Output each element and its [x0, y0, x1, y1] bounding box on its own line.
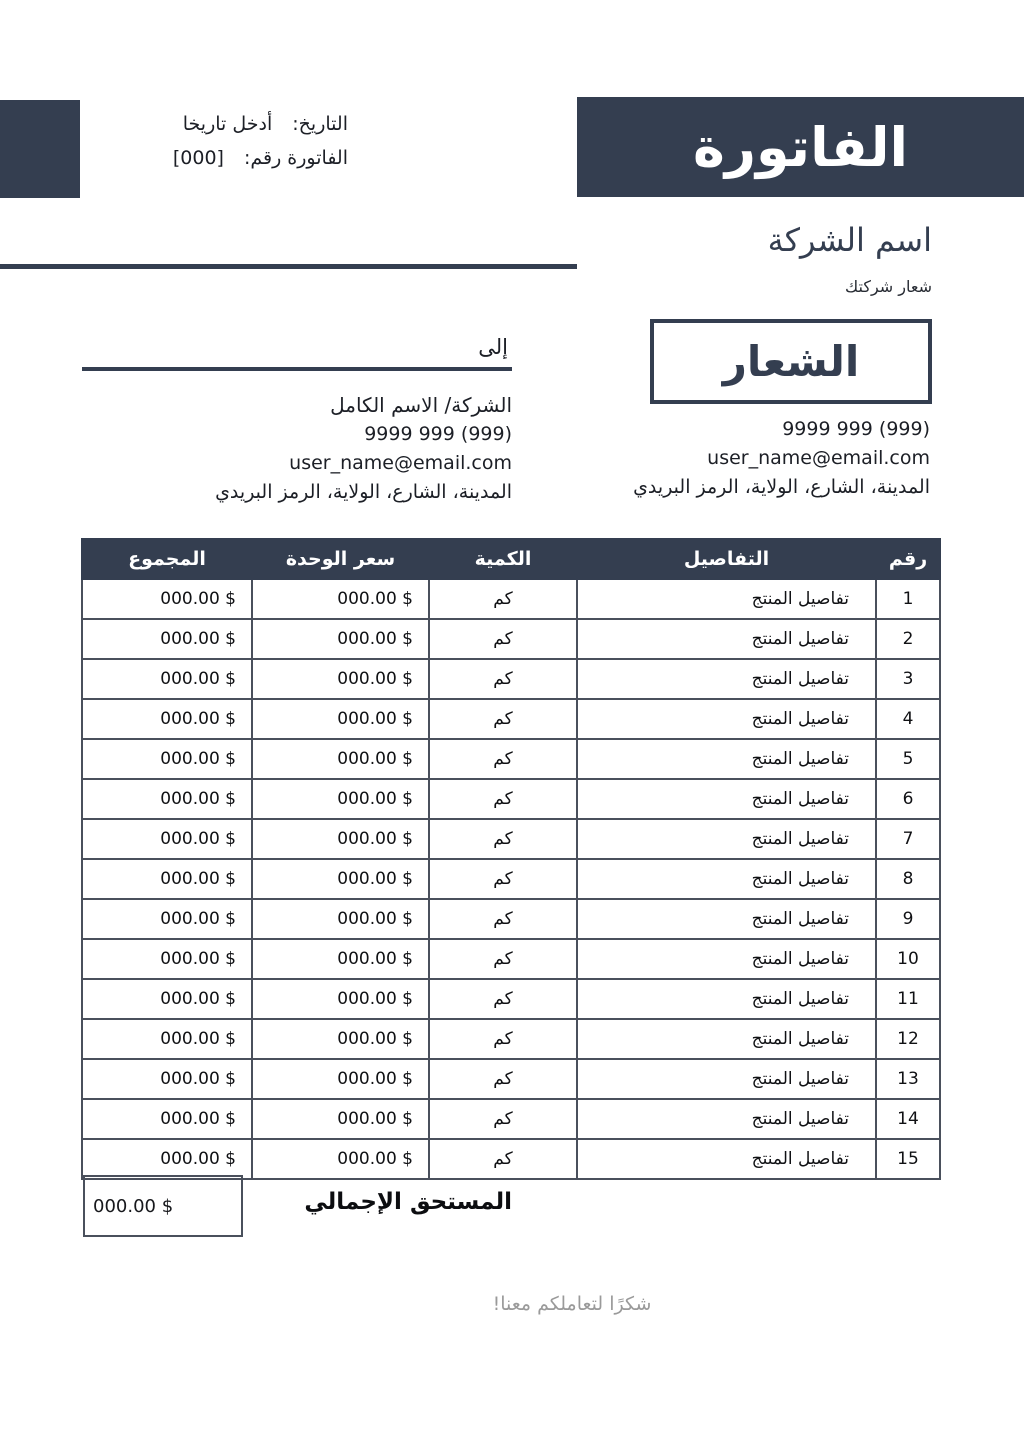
date-label: التاريخ: — [292, 113, 348, 135]
item-total-cell[interactable]: $ 000.00 — [82, 619, 252, 659]
table-row — [82, 779, 940, 819]
item-details-cell[interactable]: تفاصيل المنتج — [577, 1139, 876, 1179]
item-unit-price-cell[interactable]: $ 000.00 — [252, 739, 429, 779]
item-number-cell: 4 — [876, 699, 940, 739]
invoice-title: الفاتورة — [692, 115, 909, 179]
bill-to-address[interactable]: المدينة، الشارع، الولاية، الرمز البريدي — [215, 481, 512, 503]
date-row — [173, 107, 348, 141]
bill-to-label: إلى — [478, 335, 508, 359]
bill-to-email[interactable]: user_name@email.com — [289, 452, 512, 474]
item-details-cell[interactable]: تفاصيل المنتج — [577, 579, 876, 619]
item-quantity-cell[interactable]: كم — [429, 1139, 577, 1179]
company-email: user_name@email.com — [707, 447, 930, 469]
table-row — [82, 1139, 940, 1179]
company-phone: (999) 999 9999 — [782, 418, 930, 440]
table-row — [82, 619, 940, 659]
grand-total-label: المستحق الإجمالي — [304, 1189, 512, 1215]
item-unit-price-cell[interactable]: $ 000.00 — [252, 859, 429, 899]
item-unit-price-cell[interactable]: $ 000.00 — [252, 779, 429, 819]
item-quantity-cell[interactable]: كم — [429, 859, 577, 899]
item-number-cell: 7 — [876, 819, 940, 859]
bill-to-name[interactable]: الشركة/ الاسم الكامل — [330, 393, 512, 417]
corner-accent-block — [0, 100, 80, 198]
items-table — [81, 538, 941, 1180]
invoice-meta — [173, 107, 348, 175]
item-details-cell[interactable]: تفاصيل المنتج — [577, 779, 876, 819]
item-total-cell[interactable]: $ 000.00 — [82, 1059, 252, 1099]
invoice-title-banner — [577, 97, 1024, 197]
bill-to-block — [215, 391, 512, 507]
item-total-cell[interactable]: $ 000.00 — [82, 939, 252, 979]
item-unit-price-cell[interactable]: $ 000.00 — [252, 979, 429, 1019]
item-number-cell: 12 — [876, 1019, 940, 1059]
table-row — [82, 979, 940, 1019]
item-unit-price-cell[interactable]: $ 000.00 — [252, 1019, 429, 1059]
item-quantity-cell[interactable]: كم — [429, 939, 577, 979]
header-total: المجموع — [82, 539, 252, 579]
thank-you-note: شكرًا لتعاملكم معنا! — [492, 1293, 652, 1315]
item-number-cell: 11 — [876, 979, 940, 1019]
item-quantity-cell[interactable]: كم — [429, 699, 577, 739]
item-quantity-cell[interactable]: كم — [429, 1059, 577, 1099]
item-total-cell[interactable]: $ 000.00 — [82, 819, 252, 859]
logo-placeholder-box[interactable] — [650, 319, 932, 404]
invoice-number-field[interactable]: [000] — [172, 147, 224, 169]
item-quantity-cell[interactable]: كم — [429, 899, 577, 939]
header-unit-price: سعر الوحدة — [252, 539, 429, 579]
item-total-cell[interactable]: $ 000.00 — [82, 1099, 252, 1139]
logo-placeholder-text: الشعار — [722, 337, 860, 386]
table-row — [82, 859, 940, 899]
item-details-cell[interactable]: تفاصيل المنتج — [577, 1019, 876, 1059]
item-number-cell: 13 — [876, 1059, 940, 1099]
item-unit-price-cell[interactable]: $ 000.00 — [252, 1059, 429, 1099]
item-unit-price-cell[interactable]: $ 000.00 — [252, 659, 429, 699]
item-number-cell: 5 — [876, 739, 940, 779]
table-row — [82, 739, 940, 779]
header-quantity: الكمية — [429, 539, 577, 579]
item-unit-price-cell[interactable]: $ 000.00 — [252, 899, 429, 939]
item-number-cell: 8 — [876, 859, 940, 899]
item-total-cell[interactable]: $ 000.00 — [82, 979, 252, 1019]
item-quantity-cell[interactable]: كم — [429, 619, 577, 659]
invoice-number-row — [173, 141, 348, 175]
company-contact-block — [633, 415, 930, 502]
item-details-cell[interactable]: تفاصيل المنتج — [577, 939, 876, 979]
item-quantity-cell[interactable]: كم — [429, 779, 577, 819]
item-total-cell[interactable]: $ 000.00 — [82, 699, 252, 739]
table-row — [82, 1059, 940, 1099]
item-number-cell: 10 — [876, 939, 940, 979]
item-quantity-cell[interactable]: كم — [429, 979, 577, 1019]
item-quantity-cell[interactable]: كم — [429, 1019, 577, 1059]
bill-to-rule — [82, 367, 512, 371]
date-value-field[interactable]: أدخل تاريخا — [182, 113, 273, 135]
item-details-cell[interactable]: تفاصيل المنتج — [577, 859, 876, 899]
item-number-cell: 1 — [876, 579, 940, 619]
header-number: رقم — [876, 539, 940, 579]
item-unit-price-cell[interactable]: $ 000.00 — [252, 579, 429, 619]
item-number-cell: 6 — [876, 779, 940, 819]
company-name-rule — [0, 264, 577, 269]
item-unit-price-cell[interactable]: $ 000.00 — [252, 1099, 429, 1139]
item-total-cell[interactable]: $ 000.00 — [82, 739, 252, 779]
item-unit-price-cell[interactable]: $ 000.00 — [252, 619, 429, 659]
table-row — [82, 1099, 940, 1139]
item-total-cell[interactable]: $ 000.00 — [82, 779, 252, 819]
item-number-cell: 15 — [876, 1139, 940, 1179]
grand-total-value[interactable]: $ 000.00 — [93, 1195, 174, 1217]
item-details-cell[interactable]: تفاصيل المنتج — [577, 619, 876, 659]
company-name: اسم الشركة — [767, 221, 932, 259]
item-total-cell[interactable]: $ 000.00 — [82, 899, 252, 939]
table-row — [82, 819, 940, 859]
item-quantity-cell[interactable]: كم — [429, 819, 577, 859]
table-row — [82, 699, 940, 739]
company-tagline: شعار شركتك — [845, 277, 932, 296]
item-total-cell[interactable]: $ 000.00 — [82, 1139, 252, 1179]
item-quantity-cell[interactable]: كم — [429, 659, 577, 699]
item-details-cell[interactable]: تفاصيل المنتج — [577, 979, 876, 1019]
item-number-cell: 14 — [876, 1099, 940, 1139]
item-unit-price-cell[interactable]: $ 000.00 — [252, 819, 429, 859]
item-total-cell[interactable]: $ 000.00 — [82, 1019, 252, 1059]
table-row — [82, 579, 940, 619]
item-total-cell[interactable]: $ 000.00 — [82, 859, 252, 899]
item-details-cell[interactable]: تفاصيل المنتج — [577, 659, 876, 699]
table-row — [82, 1019, 940, 1059]
bill-to-phone[interactable]: (999) 999 9999 — [364, 423, 512, 445]
item-details-cell[interactable]: تفاصيل المنتج — [577, 899, 876, 939]
item-details-cell[interactable]: تفاصيل المنتج — [577, 739, 876, 779]
item-details-cell[interactable]: تفاصيل المنتج — [577, 699, 876, 739]
item-number-cell: 3 — [876, 659, 940, 699]
grand-total-box — [83, 1175, 243, 1237]
item-quantity-cell[interactable]: كم — [429, 1099, 577, 1139]
item-total-cell[interactable]: $ 000.00 — [82, 659, 252, 699]
item-number-cell: 9 — [876, 899, 940, 939]
table-row — [82, 899, 940, 939]
item-details-cell[interactable]: تفاصيل المنتج — [577, 819, 876, 859]
item-quantity-cell[interactable]: كم — [429, 739, 577, 779]
items-table-header-row — [82, 539, 940, 579]
table-row — [82, 659, 940, 699]
header-details: التفاصيل — [577, 539, 876, 579]
item-quantity-cell[interactable]: كم — [429, 579, 577, 619]
company-address: المدينة، الشارع، الولاية، الرمز البريدي — [633, 476, 930, 498]
item-unit-price-cell[interactable]: $ 000.00 — [252, 939, 429, 979]
item-unit-price-cell[interactable]: $ 000.00 — [252, 699, 429, 739]
table-row — [82, 939, 940, 979]
item-unit-price-cell[interactable]: $ 000.00 — [252, 1139, 429, 1179]
item-total-cell[interactable]: $ 000.00 — [82, 579, 252, 619]
item-details-cell[interactable]: تفاصيل المنتج — [577, 1059, 876, 1099]
item-number-cell: 2 — [876, 619, 940, 659]
invoice-number-label: الفاتورة رقم: — [243, 147, 348, 169]
item-details-cell[interactable]: تفاصيل المنتج — [577, 1099, 876, 1139]
